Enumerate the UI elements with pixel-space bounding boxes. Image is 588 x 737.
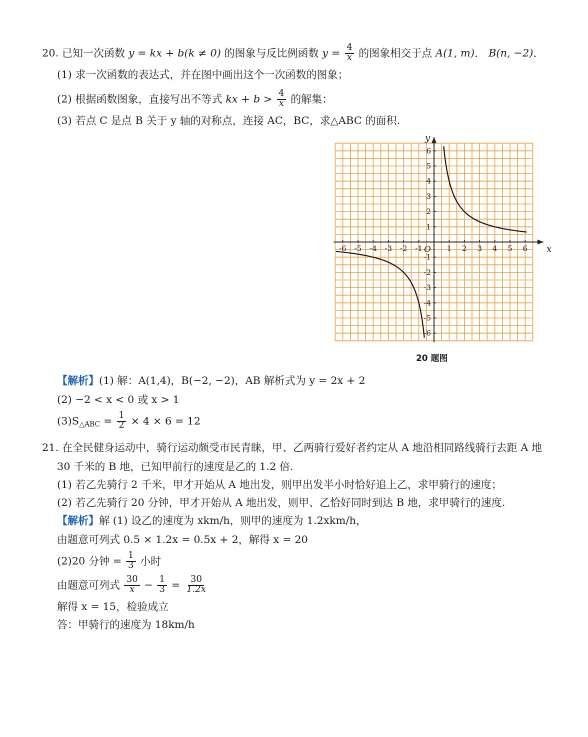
q20-point-a: A(1, m) [435,47,475,60]
x-tick-label: -2 [399,244,408,253]
a21-minus: − [140,579,157,592]
y-tick-label: -3 [423,283,431,293]
q20-point-b: B(n, −2) [488,47,534,60]
a21-line3 [57,552,161,571]
q20-part2 [57,90,333,109]
a21-fraction [185,576,208,595]
a21-line3-text: (2)20 分钟 = [57,555,126,568]
y-tick-label: 4 [426,176,431,186]
x-tick-label: -5 [354,244,362,253]
origin-label: O [424,245,431,255]
x-tick-label: 4 [492,244,498,253]
a21-eq: = [168,579,184,592]
y-tick-label: -1 [423,252,431,262]
q20-part2-text: 的解集： [287,93,333,106]
a21-fraction [126,552,136,571]
a20-line3 [57,412,201,432]
q20-stem-text: 20. 已知一次函数 [42,47,129,60]
a21-line4 [57,576,209,595]
a21-fraction [124,576,139,595]
q20-stem-text: 的图象与反比例函数 [220,47,323,60]
q21-stem-2: 30 千米的 B 地，已知甲前行的速度是乙的 1.2 倍. [57,461,294,473]
function-graph [339,131,552,343]
y-tick-label: 3 [426,191,431,201]
q20-part2-text: (2) 根据函数图象，直接写出不等式 [57,93,226,106]
frac-den: 1.2x [186,585,206,595]
y-tick-label: -4 [423,298,431,308]
q20-stem-text: 的图象相交于点 [355,47,436,60]
q20-part3: (3) 若点 C 是点 B 关于 y 轴的对称点，连接 AC，BC，求△ABC 的面积. [57,115,401,127]
frac-den: x [278,99,284,109]
q21-part2: (2) 若乙先骑行 20 分钟，甲才开始从 A 地出发，则甲、乙恰好同时到达 B 地，求甲骑行的速度. [57,497,506,509]
a21-line2: 由题意可列式 0.5 × 1.2x = 0.5x + 2，解得 x = 20 [57,534,308,546]
a21-line1 [57,514,367,528]
frac-num: 1 [159,575,166,585]
frac-num: 4 [346,43,353,53]
x-tick-label: 6 [522,244,528,253]
frac-num: 1 [118,411,125,421]
x-axis-label: x [546,245,552,255]
q20-part2-fraction [277,90,287,109]
a20-area-label: (3)S [57,415,80,428]
q20-linear-func: y = kx + b(k ≠ 0) [128,47,221,60]
frac-den: x [346,53,352,63]
a21-line1-text: 解 (1) 设乙的速度为 xkm/h，则甲的速度为 1.2xkm/h， [99,515,367,527]
q20-stem-text: ． [533,47,544,60]
q21-part1: (1) 若乙先骑行 2 千米，甲才开始从 A 地出发，则甲出发半小时恰好追上乙，求甲骑行的速度； [57,479,502,491]
y-axis-arrow [432,137,437,143]
y-tick-label: 2 [426,207,431,217]
x-tick-label: 2 [462,244,467,253]
frac-num: 30 [126,575,138,585]
x-tick-label: 1 [446,244,452,253]
x-tick-label: 3 [477,244,482,253]
q21-stem-1: 21. 在全民健身运动中，骑行运动颇受市民青睐，甲、乙两骑行爱好者约定从 A 地沿相同路线骑行去距 A 地 [42,442,543,454]
frac-den: 3 [159,585,166,595]
x-axis-arrow [537,240,543,245]
analysis-tag: 【解析】 [57,375,99,387]
y-tick-label: 1 [426,222,431,232]
y-tick-label: -2 [423,267,431,277]
y-tick-label: 5 [426,161,431,171]
a20-line2: (2) −2 < x < 0 或 x > 1 [57,394,180,406]
a21-fraction [157,576,167,595]
q20-stem-text: ． [474,47,486,60]
y-axis-label: y [425,134,431,145]
analysis-tag: 【解析】 [57,515,99,527]
x-tick-label: -6 [339,244,347,253]
a21-line3-text: 小时 [136,555,162,568]
figure-caption: 20 题图 [416,354,448,364]
frac-den: 3 [128,561,134,571]
frac-num: 1 [128,551,134,561]
y-tick-label: 6 [426,146,431,156]
x-tick-label: -1 [415,244,423,253]
q20-stem [42,44,544,63]
x-tick-label: -4 [369,244,377,253]
a20-eq: = [100,415,116,428]
a21-line4-text: 由题意可列式 [57,579,124,592]
x-tick-label: 5 [507,244,513,253]
frac-num: 30 [190,575,202,585]
a21-line5: 解得 x = 15，检验成立 [57,601,169,613]
a20-line1-text: (1) 解：A(1,4)，B(−2, −2)，AB 解析式为 y = 2x + 2 [99,375,366,387]
a20-fraction [117,412,127,431]
y-tick-label: -5 [423,313,431,323]
q20-part1: (1) 求一次函数的表达式，并在图中画出这个一次函数的图象； [57,69,349,81]
graph-svg [339,131,552,343]
a20-line1 [57,374,365,388]
a20-result: × 4 × 6 = 12 [127,415,201,428]
a21-line6: 答：甲骑行的速度为 18km/h [57,619,195,631]
x-tick-label: -3 [384,244,393,253]
frac-num: 4 [278,89,285,99]
y-tick-label: -6 [423,328,431,338]
frac-den: 2 [118,421,125,431]
q20-fraction [345,44,355,63]
a20-subscript: △ABC [79,420,101,429]
q20-inverse-func: y = [322,47,341,60]
frac-den: x [129,585,135,595]
q20-inequality: kx + b > [225,93,273,106]
